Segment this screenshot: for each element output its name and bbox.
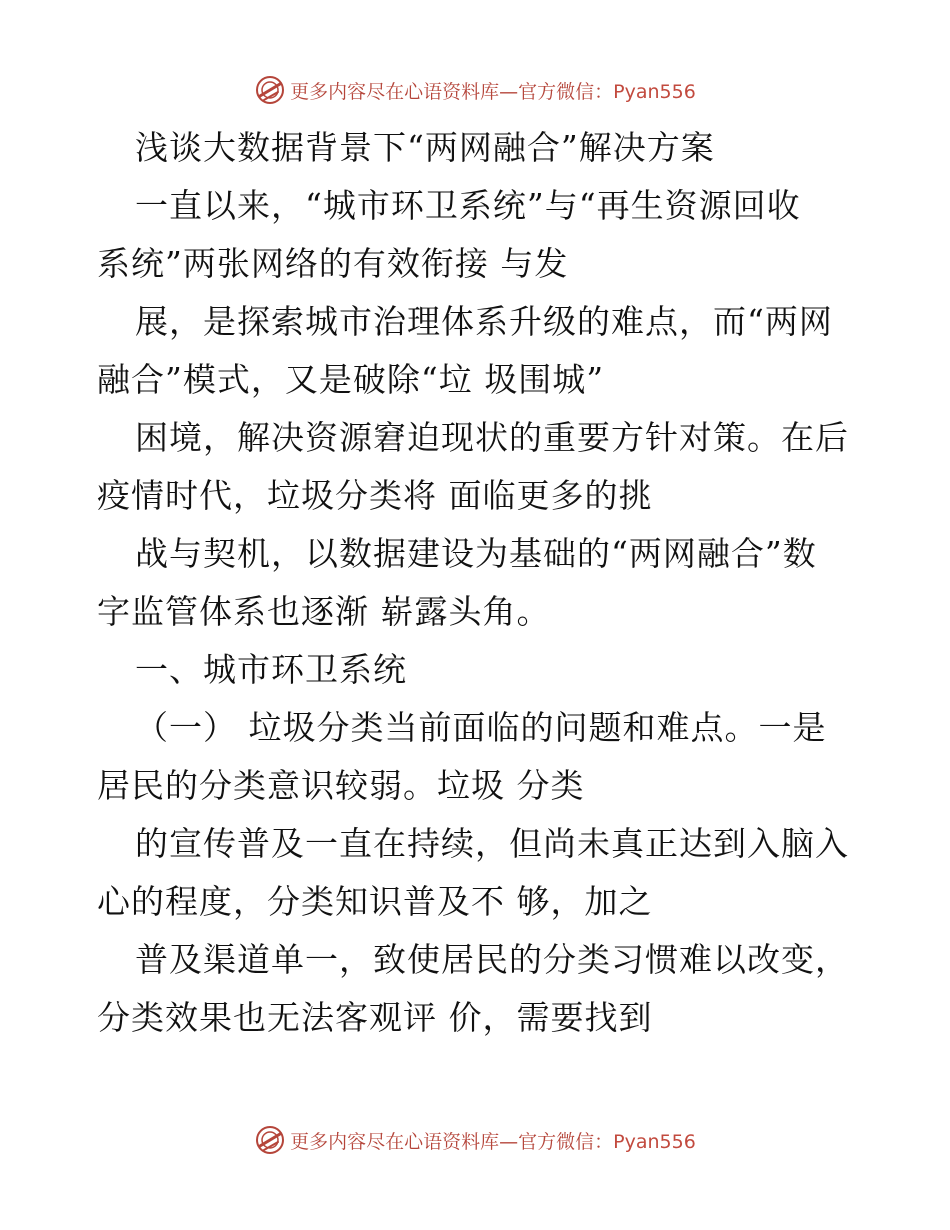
banner-text: 更多内容尽在心语资料库—官方微信：Pyan556 [290, 1130, 696, 1153]
footer-watermark-banner [0, 1120, 950, 1160]
paragraph-line: 系统”两张网络的有效衔接 与发 [97, 244, 569, 283]
seal-logo-icon [254, 74, 286, 106]
paragraph-line: 分类效果也无法客观评 价，需要找到 [97, 998, 653, 1037]
paragraph-line: 困境，解决资源窘迫现状的重要方针对策。在后 [135, 418, 849, 457]
paragraph-line: 疫情时代，垃圾分类将 面临更多的挑 [97, 476, 653, 515]
paragraph-line: 一直以来，“城市环卫系统”与“再生资源回收 [135, 186, 801, 225]
paragraph-line: 居民的分类意识较弱。垃圾 分类 [97, 766, 585, 805]
subsection-heading-line: （一） 垃圾分类当前面临的问题和难点。一是 [135, 708, 827, 747]
paragraph-line: 融合”模式，又是破除“垃 圾围城” [97, 360, 605, 399]
paragraph-line: 战与契机，以数据建设为基础的“两网融合”数 [135, 534, 817, 573]
paragraph-line: 心的程度，分类知识普及不 够，加之 [97, 882, 653, 921]
seal-logo-icon [254, 1124, 286, 1156]
document-title: 浅谈大数据背景下“两网融合”解决方案 [135, 128, 715, 167]
header-watermark-banner [0, 70, 950, 110]
paragraph-line: 普及渠道单一，致使居民的分类习惯难以改变， [135, 940, 849, 979]
section-heading: 一、城市环卫系统 [135, 650, 407, 689]
banner-text: 更多内容尽在心语资料库—官方微信：Pyan556 [290, 80, 696, 103]
paragraph-line: 展，是探索城市治理体系升级的难点，而“两网 [135, 302, 833, 341]
paragraph-line: 字监管体系也逐渐 崭露头角。 [97, 592, 551, 631]
paragraph-line: 的宣传普及一直在持续，但尚未真正达到入脑入 [135, 824, 849, 863]
